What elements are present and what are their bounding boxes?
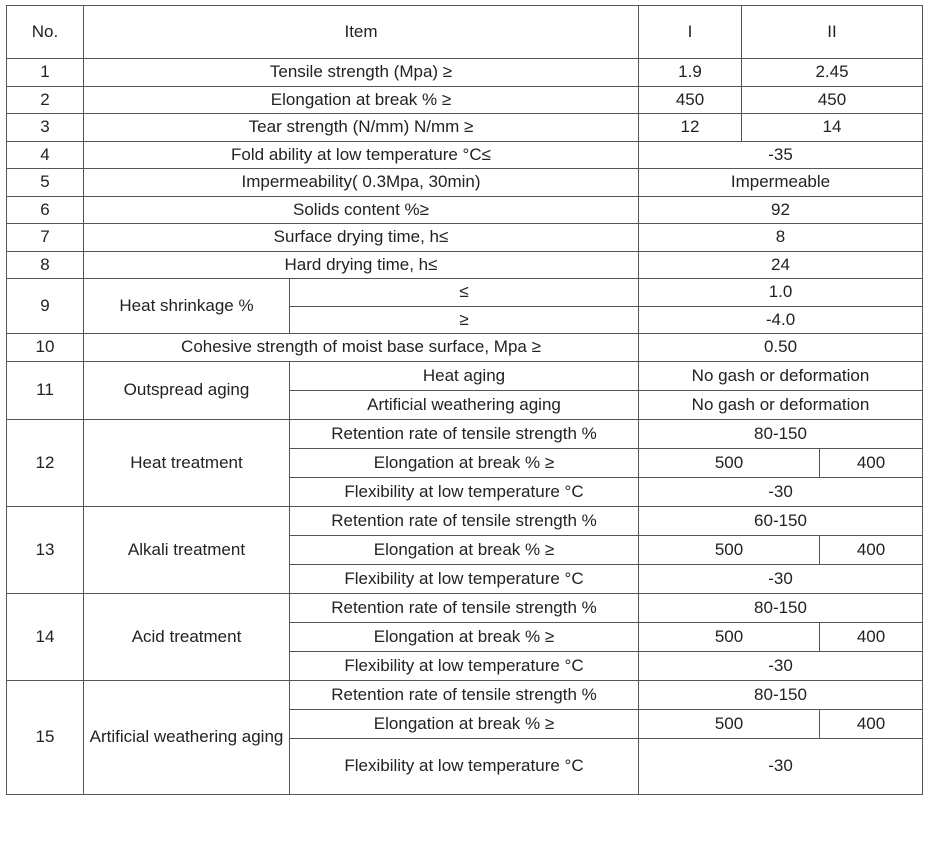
sub-item: ≤ [290, 279, 639, 307]
grade-2-value: 14 [742, 114, 923, 142]
row-value: 0.50 [639, 334, 923, 362]
row-value: No gash or deformation [639, 361, 923, 390]
row-no: 15 [7, 680, 84, 794]
row-value: -30 [639, 564, 923, 593]
row-no: 12 [7, 419, 84, 506]
spec-table [6, 5, 923, 795]
row-value: 80-150 [639, 419, 923, 448]
row-value: 1.0 [639, 279, 923, 307]
row-value: -30 [639, 738, 923, 794]
grade-1-value: 500 [639, 448, 820, 477]
row-value: -35 [639, 141, 923, 169]
table-row [7, 169, 923, 197]
sub-item: Flexibility at low temperature °C [290, 738, 639, 794]
sub-item: Elongation at break % ≥ [290, 448, 639, 477]
row-no: 7 [7, 224, 84, 252]
spec-table-container [6, 5, 923, 795]
row-item: Heat treatment [84, 419, 290, 506]
sub-item: Flexibility at low temperature °C [290, 477, 639, 506]
table-row [7, 506, 923, 535]
grade-1-value: 500 [639, 622, 820, 651]
grade-1-value: 450 [639, 86, 742, 114]
table-row [7, 334, 923, 362]
row-value: 8 [639, 224, 923, 252]
row-item: Artificial weathering aging [84, 680, 290, 794]
row-no: 6 [7, 196, 84, 224]
row-no: 8 [7, 251, 84, 279]
table-row [7, 59, 923, 87]
row-value: 80-150 [639, 680, 923, 709]
row-no: 11 [7, 361, 84, 419]
table-row [7, 593, 923, 622]
grade-1-value: 500 [639, 535, 820, 564]
row-value: -30 [639, 477, 923, 506]
row-item: Elongation at break % ≥ [84, 86, 639, 114]
row-item: Tear strength (N/mm) N/mm ≥ [84, 114, 639, 142]
row-no: 2 [7, 86, 84, 114]
table-row [7, 141, 923, 169]
header-no: No. [7, 6, 84, 59]
table-row [7, 86, 923, 114]
row-item: Heat shrinkage % [84, 279, 290, 334]
sub-item: Retention rate of tensile strength % [290, 419, 639, 448]
sub-item: Heat aging [290, 361, 639, 390]
row-item: Impermeability( 0.3Mpa, 30min) [84, 169, 639, 197]
sub-item: Elongation at break % ≥ [290, 622, 639, 651]
row-no: 9 [7, 279, 84, 334]
table-row [7, 680, 923, 709]
grade-2-value: 400 [820, 622, 923, 651]
sub-item: Retention rate of tensile strength % [290, 593, 639, 622]
row-item: Alkali treatment [84, 506, 290, 593]
grade-2-value: 2.45 [742, 59, 923, 87]
row-item: Tensile strength (Mpa) ≥ [84, 59, 639, 87]
row-item: Cohesive strength of moist base surface, Mpa ≥ [84, 334, 639, 362]
row-value: Impermeable [639, 169, 923, 197]
sub-item: Artificial weathering aging [290, 390, 639, 419]
row-value: -30 [639, 651, 923, 680]
sub-item: Elongation at break % ≥ [290, 709, 639, 738]
row-no: 13 [7, 506, 84, 593]
table-row [7, 361, 923, 390]
header-grade-2: II [742, 6, 923, 59]
row-value: 24 [639, 251, 923, 279]
sub-item: ≥ [290, 306, 639, 334]
row-item: Acid treatment [84, 593, 290, 680]
table-row [7, 279, 923, 307]
row-value: 60-150 [639, 506, 923, 535]
header-item: Item [84, 6, 639, 59]
table-row [7, 196, 923, 224]
row-value: 80-150 [639, 593, 923, 622]
grade-1-value: 1.9 [639, 59, 742, 87]
sub-item: Retention rate of tensile strength % [290, 506, 639, 535]
row-item: Fold ability at low temperature °C≤ [84, 141, 639, 169]
grade-2-value: 450 [742, 86, 923, 114]
row-item: Surface drying time, h≤ [84, 224, 639, 252]
table-row [7, 114, 923, 142]
grade-2-value: 400 [820, 535, 923, 564]
row-item: Outspread aging [84, 361, 290, 419]
table-row [7, 224, 923, 252]
row-item: Hard drying time, h≤ [84, 251, 639, 279]
grade-1-value: 12 [639, 114, 742, 142]
row-no: 5 [7, 169, 84, 197]
row-item: Solids content %≥ [84, 196, 639, 224]
sub-item: Retention rate of tensile strength % [290, 680, 639, 709]
row-no: 3 [7, 114, 84, 142]
grade-1-value: 500 [639, 709, 820, 738]
row-no: 1 [7, 59, 84, 87]
row-no: 4 [7, 141, 84, 169]
sub-item: Flexibility at low temperature °C [290, 564, 639, 593]
row-value: 92 [639, 196, 923, 224]
table-header-row [7, 6, 923, 59]
table-row [7, 251, 923, 279]
sub-item: Elongation at break % ≥ [290, 535, 639, 564]
sub-item: Flexibility at low temperature °C [290, 651, 639, 680]
grade-2-value: 400 [820, 448, 923, 477]
row-no: 14 [7, 593, 84, 680]
row-value: -4.0 [639, 306, 923, 334]
row-value: No gash or deformation [639, 390, 923, 419]
grade-2-value: 400 [820, 709, 923, 738]
row-no: 10 [7, 334, 84, 362]
header-grade-1: I [639, 6, 742, 59]
table-row [7, 419, 923, 448]
